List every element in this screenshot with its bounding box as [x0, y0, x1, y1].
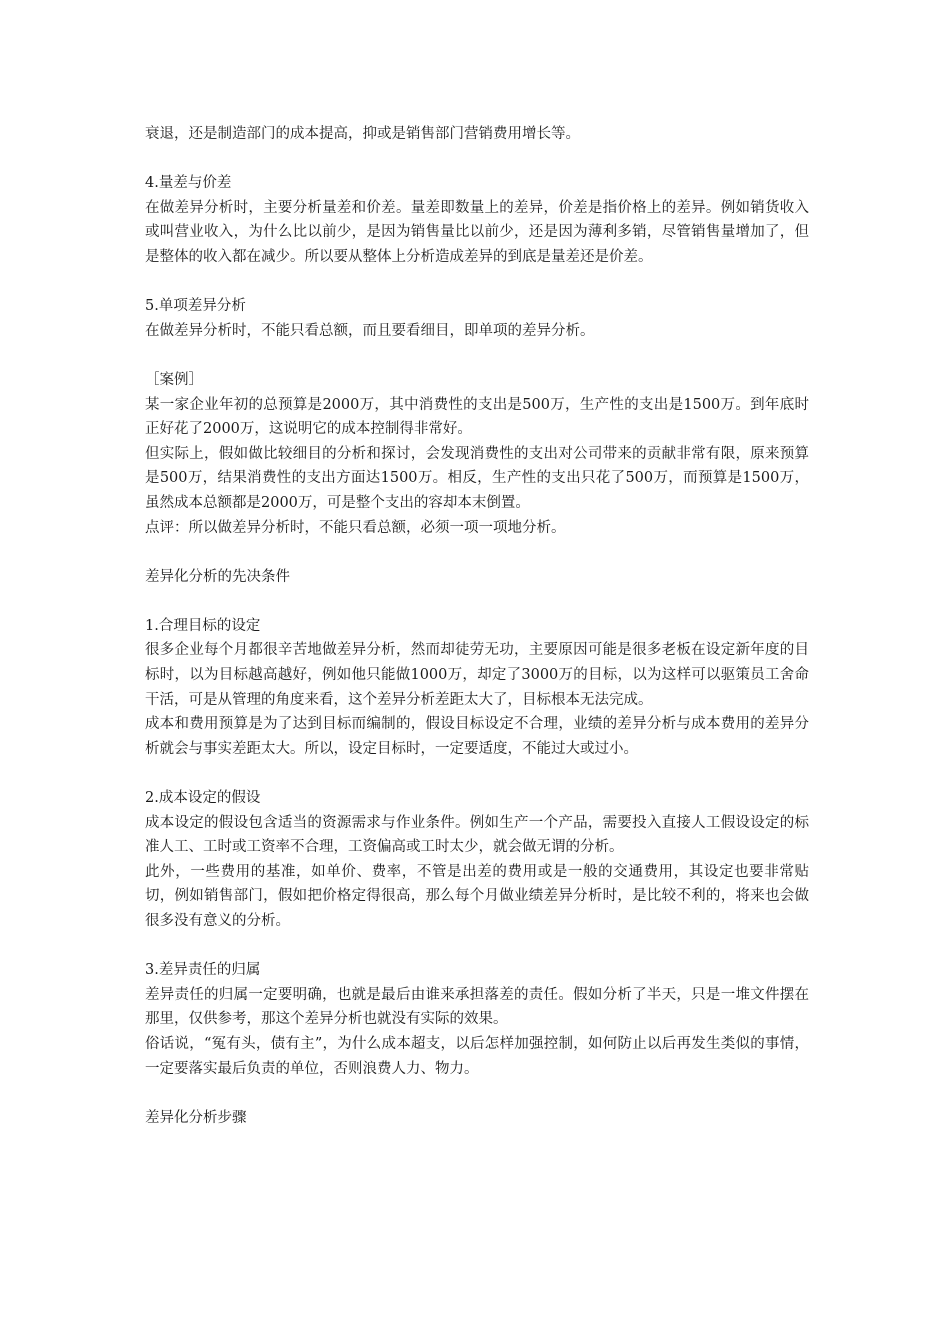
paragraph-gap: [145, 343, 809, 368]
paragraph-cost-assumption-2: 此外，一些费用的基准，如单价、费率，不管是出差的费用或是一般的交通费用，其设定也要非常贴切，例如销售部门，假如把价格定得很高，那么每个月做业绩差异分析时，是比较不利的，将来也会做很多没有意义的分析。: [145, 863, 809, 929]
paragraph-gap: [145, 147, 809, 172]
paragraph-gap: [145, 761, 809, 786]
section-title-steps: 差异化分析步骤: [145, 1109, 247, 1126]
heading-case: ［案例］: [145, 371, 203, 388]
heading-reasonable-target: 1.合理目标的设定: [145, 617, 261, 634]
paragraph-gap: [145, 540, 809, 565]
paragraph-intro: 衰退，还是制造部门的成本提高，抑或是销售部门营销费用增长等。: [145, 126, 580, 142]
paragraph-gap: [145, 934, 809, 959]
section-title-prerequisites: 差异化分析的先决条件: [145, 568, 290, 585]
paragraph-reasonable-target-2: 成本和费用预算是为了达到目标而编制的，假设目标设定不合理，业绩的差异分析与成本费用的差异分析就会与事实差距太大。所以，设定目标时，一定要适度，不能过大或过小。: [145, 716, 809, 757]
paragraph-quantity-price-variance: 在做差异分析时，主要分析量差和价差。量差即数量上的差异，价差是指价格上的差异。例如销货收入或叫营业收入，为什么比以前少，是因为销售量比以前少，还是因为薄利多销，尽管销售量增加了，但是整体的收入都在减少。所以要从整体上分析造成差异的到底是量差还是价差。: [145, 199, 809, 265]
paragraph-single-item-variance: 在做差异分析时，不能只看总额，而且要看细目，即单项的差异分析。: [145, 322, 595, 339]
heading-quantity-price-variance: 4.量差与价差: [145, 175, 232, 192]
heading-cost-assumption: 2.成本设定的假设: [145, 790, 261, 807]
heading-single-item-variance: 5.单项差异分析: [145, 298, 246, 315]
paragraph-case-comment: 点评：所以做差异分析时，不能只看总额，必须一项一项地分析。: [145, 519, 566, 536]
paragraph-gap: [145, 270, 809, 295]
document-page: [145, 122, 809, 1130]
paragraph-case-analysis: 但实际上，假如做比较细目的分析和探讨，会发现消费性的支出对公司带来的贡献非常有限，原来预算是500万，结果消费性的支出方面达1500万。相反，生产性的支出只花了500万，而预算是1500万，虽然成本总额都是2000万，可是整个支出的容却本末倒置。: [145, 445, 809, 511]
paragraph-cost-assumption-1: 成本设定的假设包含适当的资源需求与作业条件。例如生产一个产品，需要投入直接人工假设设定的标准人工、工时或工资率不合理，工资偏高或工时太少，就会做无谓的分析。: [145, 814, 809, 856]
paragraph-responsibility-2: 俗话说，“冤有头，债有主”，为什么成本超支，以后怎样加强控制，如何防止以后再发生类似的事情，一定要落实最后负责的单位，否则浪费人力、物力。: [145, 1035, 809, 1077]
paragraph-case-budget: 某一家企业年初的总预算是2000万，其中消费性的支出是500万，生产性的支出是1500万。到年底时正好花了2000万，这说明它的成本控制得非常好。: [145, 396, 809, 438]
paragraph-gap: [145, 1081, 809, 1106]
paragraph-responsibility-1: 差异责任的归属一定要明确，也就是最后由谁来承担落差的责任。假如分析了半天，只是一堆文件摆在那里，仅供参考，那这个差异分析也就没有实际的效果。: [145, 986, 809, 1028]
heading-responsibility: 3.差异责任的归属: [145, 962, 261, 979]
paragraph-gap: [145, 589, 809, 614]
paragraph-reasonable-target-1: 很多企业每个月都很辛苦地做差异分析，然而却徒劳无功，主要原因可能是很多老板在设定新年度的目标时，以为目标越高越好，例如他只能做1000万，却定了3000万的目标，以为这样可以驱策员工舍命干活，可是从管理的角度来看，这个差异分析差距太大了，目标根本无法完成。: [145, 642, 809, 708]
